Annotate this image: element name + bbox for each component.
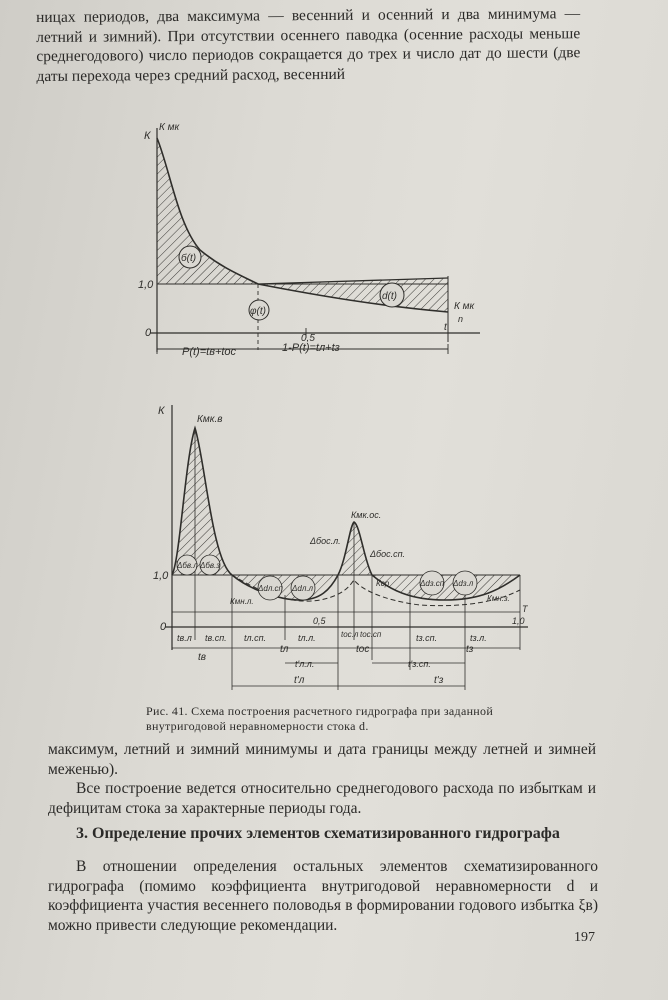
winter-min-label: Кмн.з. bbox=[487, 594, 510, 603]
sub-tl-label: tл bbox=[280, 644, 289, 655]
top-right-max-label: К мк bbox=[454, 301, 475, 312]
autumn-peak-label: Кмк.ос. bbox=[351, 510, 382, 520]
sub-tl-prime-label: t'л.л. bbox=[295, 659, 315, 669]
caption-number: Рис. 41. bbox=[146, 704, 188, 718]
spring-peak-label: Кмк.в bbox=[197, 414, 223, 425]
summer-area-2-label: Δdл.л bbox=[292, 584, 314, 593]
bottom-zero-label: 0 bbox=[160, 621, 167, 633]
autumn-right-label: Δбос.сп. bbox=[370, 549, 406, 559]
top-end-label: t bbox=[444, 322, 447, 333]
top-left-interval-label: P(t)=tв+tос bbox=[182, 346, 237, 358]
sub-tos-label: tос bbox=[356, 644, 370, 655]
autumn-peak-area bbox=[338, 522, 372, 575]
top-level-label: 1,0 bbox=[138, 279, 154, 291]
bottom-level-label: 1,0 bbox=[153, 570, 169, 582]
page-number: 197 bbox=[574, 930, 595, 945]
segment-label: tос.л bbox=[341, 630, 359, 639]
paragraph-2: Все построение ведется относительно среднегодового расхода по избыткам и дефицитам стока за характерные периоды года. bbox=[48, 780, 596, 817]
summer-min-label: Кмн.л. bbox=[230, 597, 254, 606]
top-zero-label: 0 bbox=[145, 327, 152, 339]
k-mid-label: Кср bbox=[376, 579, 390, 588]
segment-label: tос.сп bbox=[360, 630, 382, 639]
top-diagram bbox=[138, 122, 480, 358]
winter-area-2-label: Δdз.л bbox=[453, 579, 474, 588]
paragraph-1: максимум, летний и зимний минимумы и дата границы между летней и зимней меженью). bbox=[48, 741, 596, 778]
summer-area-1-label: Δdл.сп bbox=[258, 584, 283, 593]
top-mid-label: 0,5 bbox=[301, 333, 315, 344]
winter-area-1-label: Δdз.сп bbox=[420, 579, 445, 588]
top-d-label: d(t) bbox=[382, 291, 397, 302]
figure-caption bbox=[146, 704, 506, 734]
segment-label: tл.л. bbox=[298, 633, 316, 643]
top-b-label: б(t) bbox=[181, 253, 197, 264]
segment-label: tз.сп. bbox=[416, 633, 438, 643]
sub-tz-prime-label: t'з.сп. bbox=[408, 659, 431, 669]
top-right-min-label: n bbox=[458, 314, 464, 324]
sub-tz-label: tз bbox=[466, 644, 474, 655]
spring-area-2-label: Δбв.з bbox=[200, 561, 220, 570]
paragraph-3: В отношении определения остальных элементов схематизированного гидрографа (помимо коэффициента внутригодовой неравномерности d и коэффициента участия весеннего половодья в формировании годового избытка ξв) можно привести следующие рекомендации. bbox=[48, 858, 598, 934]
segment-label: tз.л. bbox=[470, 633, 487, 643]
sub-tv-label: tв bbox=[198, 652, 206, 663]
autumn-left-label: Δбос.л. bbox=[310, 536, 341, 546]
bottom-end-label: 1,0 bbox=[512, 616, 525, 626]
segment-label: tв.л bbox=[177, 633, 192, 643]
bottom-mid-label: 0,5 bbox=[313, 616, 326, 626]
axis-t-label: T bbox=[522, 604, 528, 614]
top-phi-label: φ(t) bbox=[250, 306, 266, 317]
top-y-label: К bbox=[144, 130, 151, 142]
spring-peak-area bbox=[172, 428, 232, 575]
top-right-interval-label: 1-P(t)=tл+tз bbox=[282, 342, 340, 354]
section-heading: 3. Определение прочих элементов схематизированного гидрографа bbox=[76, 825, 560, 842]
spring-area-1-label: Δбв.л bbox=[177, 561, 198, 570]
sub-tl-prime2-label: t'л bbox=[294, 675, 305, 686]
sub-tz-prime2-label: t'з bbox=[434, 675, 444, 686]
bottom-diagram bbox=[153, 405, 529, 690]
top-paragraph: ницах периодов, два максимума — весенний и осенний и два минимума — летний и зимний). При отсутствии осеннего паводка (осенние расходы меньше среднегодового) число периодов сокращается до трех и число дат до шести (две даты перехода через средний расход, весенний bbox=[36, 5, 581, 85]
segment-label: tв.сп. bbox=[205, 633, 227, 643]
caption-text: Схема построения расчетного гидрографа при заданной внутригодовой неравномерности стока d. bbox=[146, 704, 494, 733]
top-excess-area bbox=[157, 138, 258, 284]
top-peak-label: К мк bbox=[159, 122, 180, 133]
segment-label: tл.сп. bbox=[244, 633, 267, 643]
bottom-y-label: К bbox=[158, 405, 165, 417]
